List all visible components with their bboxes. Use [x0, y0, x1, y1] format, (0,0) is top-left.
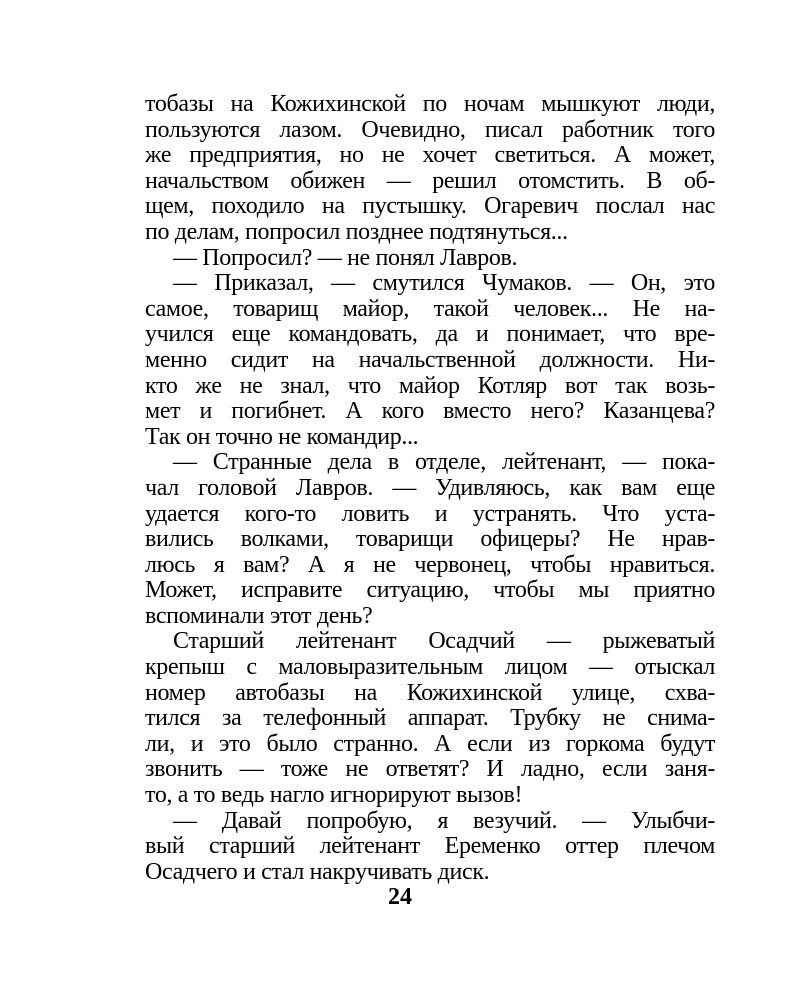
text-line: люсь я вам? А я не червонец, чтобы нравиться. [145, 551, 715, 578]
text-line: ли, и это было странно. А если из горкома будут [145, 730, 715, 757]
text-line: же предприятия, но не хочет светиться. А может, [145, 142, 715, 169]
text-line: номер автобазы на Кожихинской улице, схва- [145, 679, 715, 706]
text-line: чал головой Лавров. — Удивляюсь, как вам еще [145, 474, 715, 501]
text-line: учился еще командовать, да и понимает, что вре- [145, 321, 715, 348]
text-line: удается кого-то ловить и устранять. Что уста- [145, 500, 715, 527]
text-line: тился за телефонный аппарат. Трубку не снима- [145, 705, 715, 732]
text-line: мет и погибнет. А кого вместо него? Казанцева? [145, 398, 715, 425]
text-line: менно сидит на начальственной должности. Ни- [145, 346, 715, 373]
text-line: то, а то ведь нагло игнорируют вызов! [145, 782, 523, 809]
text-line: вились волками, товарищи офицеры? Не нрав- [145, 526, 715, 553]
text-line: — Попросил? — не понял Лавров. [173, 244, 518, 271]
text-line: Старший лейтенант Осадчий — рыжеватый [173, 628, 715, 655]
text-line: звонить — тоже не ответят? И ладно, если заня- [145, 756, 715, 783]
text-line: вспоминали этот день? [145, 602, 373, 629]
body-text [145, 92, 715, 885]
text-line: самое, товарищ майор, такой человек... Не на- [145, 295, 715, 322]
text-line: Осадчего и стал накручивать диск. [145, 858, 490, 885]
text-line: кто же не знал, что майор Котляр вот так возь- [145, 372, 715, 399]
text-line: Так он точно не командир... [145, 423, 419, 450]
text-line: тобазы на Кожихинской по ночам мышкуют люди, [145, 91, 715, 117]
text-line: крепыш с маловыразительным лицом — отыскал [145, 654, 715, 681]
page-number: 24 [388, 884, 412, 910]
text-line: — Странные дела в отделе, лейтенант, — пока- [173, 449, 715, 476]
text-line: — Давай попробую, я везучий. — Улыбчи- [173, 807, 715, 834]
text-line: — Приказал, — смутился Чумаков. — Он, это [173, 270, 715, 297]
text-line: начальством обижен — решил отомстить. В об- [145, 167, 715, 194]
text-line: пользуются лазом. Очевидно, писал работник того [145, 116, 715, 143]
text-line: вый старший лейтенант Еременко оттер плечом [145, 833, 715, 860]
text-line: Может, исправите ситуацию, чтобы мы приятно [145, 577, 715, 604]
text-line: щем, походило на пустышку. Огаревич послал нас [145, 193, 715, 220]
text-line: по делам, попросил позднее подтянуться... [145, 218, 568, 245]
